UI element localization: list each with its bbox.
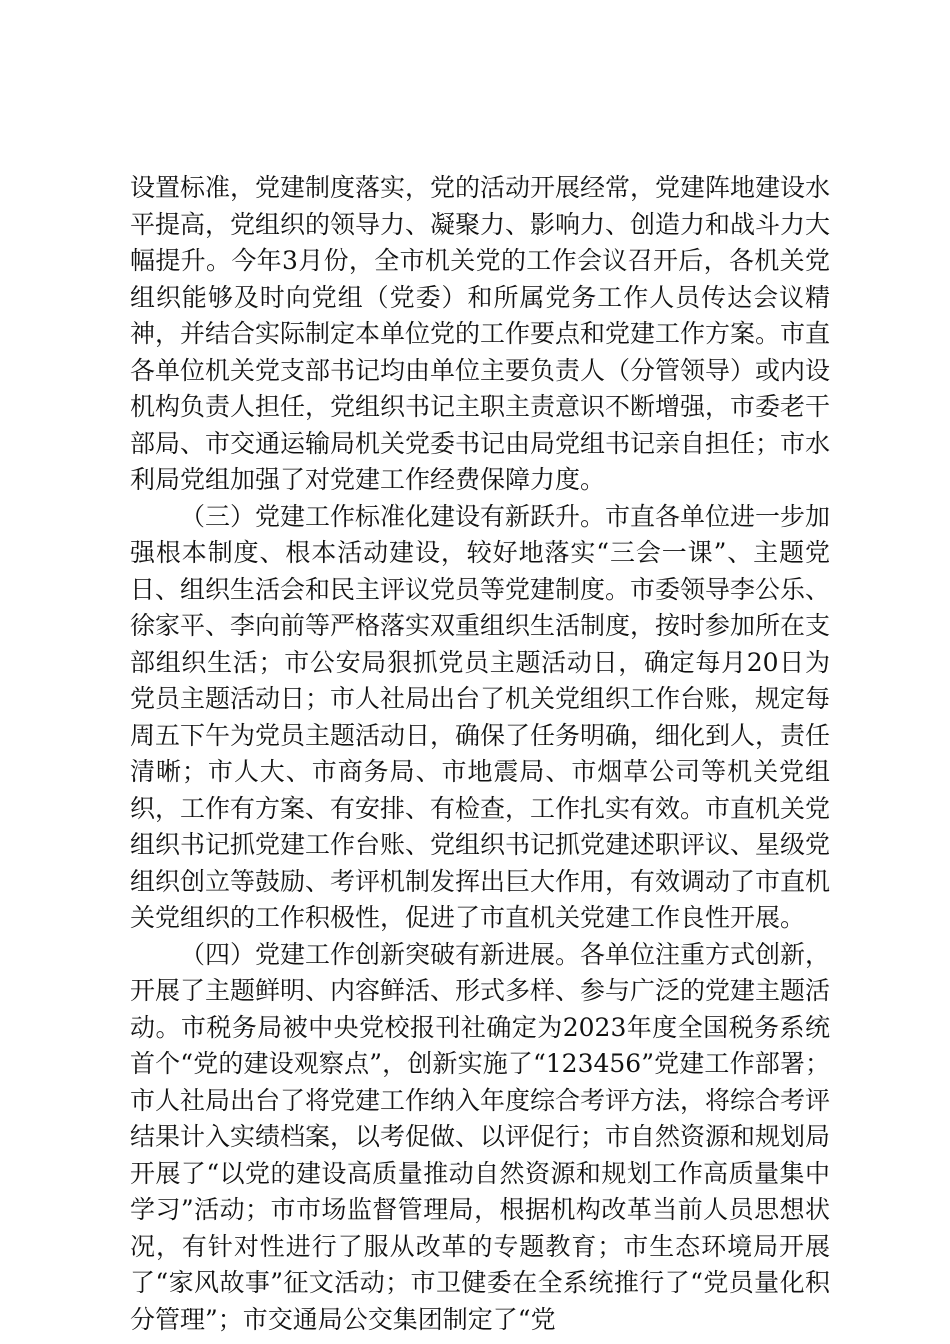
document-body [130,170,830,1338]
paragraph-3: （四）党建工作创新突破有新进展。各单位注重方式创新，开展了主题鲜明、内容鲜活、形式多样、参与广泛的党建主题活动。市税务局被中央党校报刊社确定为2023年度全国税务系统首个“党的建设观察点”，创新实施了“123456”党建工作部署；市人社局出台了将党建工作纳入年度综合考评方法，将综合考评结果计入实绩档案，以考促做、以评促行；市自然资源和规划局开展了“以党的建设高质量推动自然资源和规划工作高质量集中学习”活动；市市场监督管理局，根据机构改革当前人员思想状况，有针对性进行了服从改革的专题教育；市生态环境局开展了“家风故事”征文活动；市卫健委在全系统推行了“党员量化积分管理”；市交通局公交集团制定了“党 [130,939,831,1334]
paragraph-2: （三）党建工作标准化建设有新跃升。市直各单位进一步加强根本制度、根本活动建设，较好地落实“三会一课”、主题党日、组织生活会和民主评议党员等党建制度。市委领导李公乐、徐家平、李向前等严格落实双重组织生活制度，按时参加所在支部组织生活；市公安局狠抓党员主题活动日，确定每月20日为党员主题活动日；市人社局出台了机关党组织工作台账，规定每周五下午为党员主题活动日，确保了任务明确，细化到人，责任清晰；市人大、市商务局、市地震局、市烟草公司等机关党组织，工作有方案、有安排、有检查，工作扎实有效。市直机关党组织书记抓党建工作台账、党组织书记抓党建述职评议、星级党组织创立等鼓励、考评机制发挥出巨大作用，有效调动了市直机关党组织的工作积极性，促进了市直机关党建工作良性开展。 [130,501,831,932]
paragraph-1: 设置标准，党建制度落实，党的活动开展经常，党建阵地建设水平提高，党组织的领导力、凝聚力、影响力、创造力和战斗力大幅提升。今年3月份，全市机关党的工作会议召开后，各机关党组织能够及时向党组（党委）和所属党务工作人员传达会议精神，并结合实际制定本单位党的工作要点和党建工作方案。市直各单位机关党支部书记均由单位主要负责人（分管领导）或内设机构负责人担任，党组织书记主职主责意识不断增强，市委老干部局、市交通运输局机关党委书记由局党组书记亲自担任；市水利局党组加强了对党建工作经费保障力度。 [130,173,831,494]
